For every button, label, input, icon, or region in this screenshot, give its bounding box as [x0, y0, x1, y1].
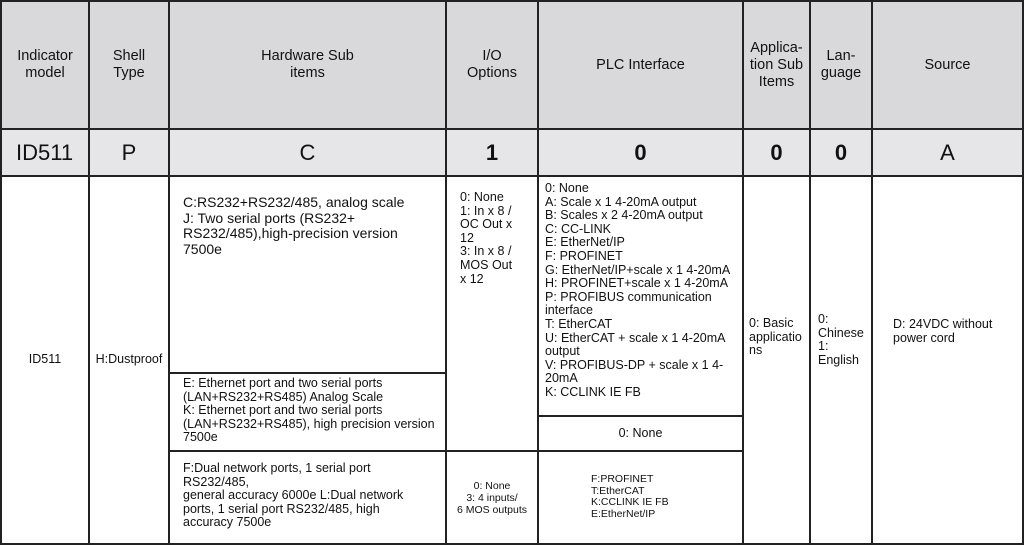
- code-hardware: C: [170, 130, 447, 177]
- body-shell: H:Dustproof: [90, 177, 170, 545]
- plc-interface-network-options: F:PROFINET T:EtherCAT K:CCLINK IE FB E:EtherNet/IP: [539, 452, 744, 545]
- header-source: Source: [873, 2, 1024, 130]
- code-shell-type: P: [90, 130, 170, 177]
- header-language: Lan- guage: [811, 2, 873, 130]
- header-io-options: I/O Options: [447, 2, 539, 130]
- header-application-sub-items: Applica- tion Sub Items: [744, 2, 811, 130]
- header-shell-type: Shell Type: [90, 2, 170, 130]
- hardware-option-c-j: C:RS232+RS232/485, analog scale J: Two serial ports (RS232+ RS232/485),high-precision version 7500e: [170, 177, 447, 374]
- header-plc-interface: PLC Interface: [539, 2, 744, 130]
- hardware-option-e-k: E: Ethernet port and two serial ports (LAN+RS232+RS485) Analog Scale K: Ethernet port and two serial ports (LAN+RS232+RS485), high precision version 7500e: [170, 374, 447, 452]
- code-io: 1: [447, 130, 539, 177]
- plc-interface-none: 0: None: [539, 417, 744, 452]
- code-source: A: [873, 130, 1024, 177]
- io-options-2: 0: None 3: 4 inputs/ 6 MOS outputs: [447, 452, 539, 545]
- hardware-option-f-l: F:Dual network ports, 1 serial port RS232/485, general accuracy 6000e L:Dual network ports, 1 serial port RS232/485, high accuracy 7500e: [170, 452, 447, 545]
- language-value: 0: Chinese 1: English: [811, 177, 873, 545]
- code-language: 0: [811, 130, 873, 177]
- header-hardware-sub-items: Hardware Sub items: [170, 2, 447, 130]
- code-indicator-model: ID511: [2, 130, 90, 177]
- io-options-1: 0: None 1: In x 8 / OC Out x 12 3: In x 8 / MOS Out x 12: [447, 177, 539, 452]
- code-plc: 0: [539, 130, 744, 177]
- source-value: D: 24VDC without power cord: [873, 177, 1024, 545]
- body-model: ID511: [2, 177, 90, 545]
- header-indicator-model: Indicator model: [2, 2, 90, 130]
- code-application: 0: [744, 130, 811, 177]
- application-sub-items-value: 0: Basic applicatio ns: [744, 177, 811, 545]
- plc-interface-options: 0: None A: Scale x 1 4-20mA output B: Scales x 2 4-20mA output C: CC-LINK E: EtherNet/IP F: PROFINET G: EtherNet/IP+scale x 1 4-20mA H: PROFINET+scale x 1 4-20mA P: PROFIBUS communication interface T: EtherCAT U: EtherCAT + scale x 1 4-20mA output V: PROFIBUS-DP + scale x 1 4- 20mA K: CCLINK IE FB: [539, 177, 744, 417]
